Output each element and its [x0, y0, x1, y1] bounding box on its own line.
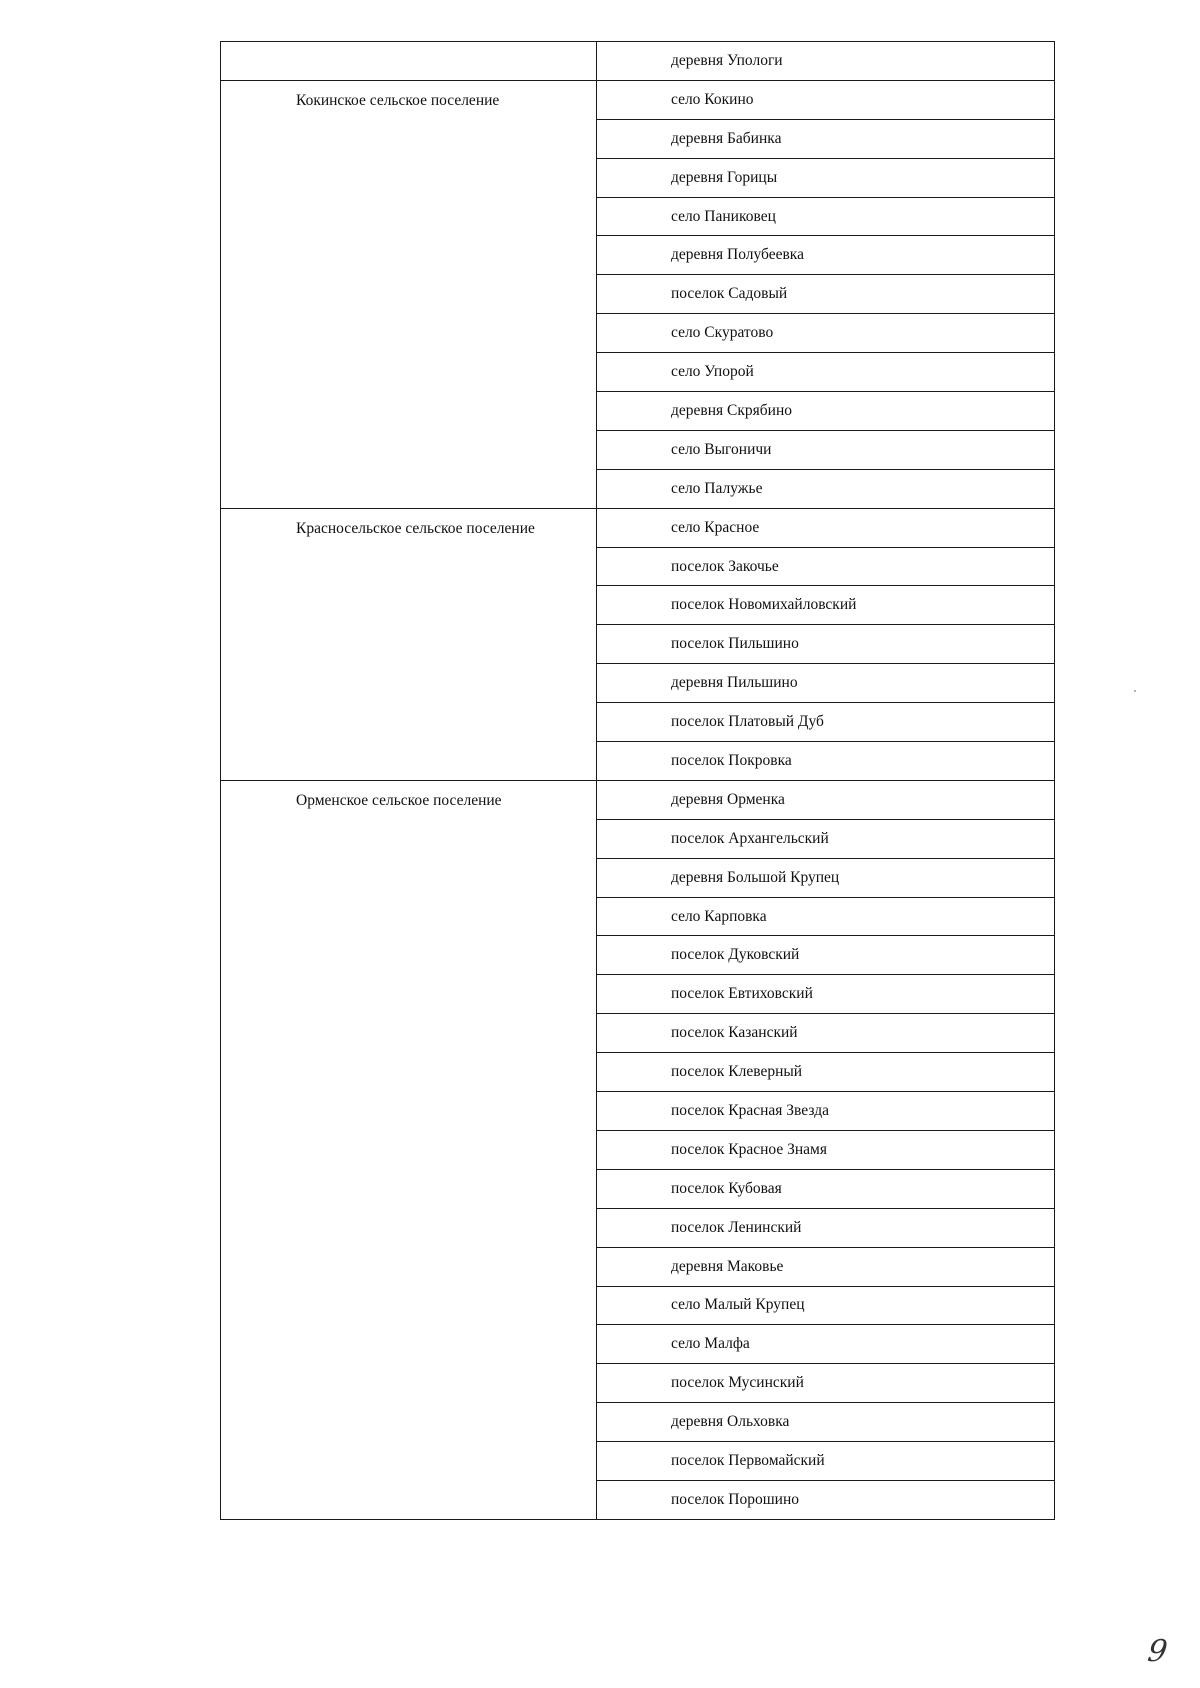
locality-cell: поселок Клеверный [597, 1053, 1055, 1092]
locality-cell: деревня Упологи [597, 42, 1055, 81]
locality-cell: деревня Ольховка [597, 1403, 1055, 1442]
locality-cell: село Скуратово [597, 314, 1055, 353]
locality-cell: село Паниковец [597, 197, 1055, 236]
scan-speck [1134, 690, 1136, 692]
locality-cell: поселок Евтиховский [597, 975, 1055, 1014]
locality-cell: поселок Ленинский [597, 1208, 1055, 1247]
locality-cell: поселок Закочье [597, 547, 1055, 586]
settlement-name-cell: Красносельское сельское поселение [221, 508, 597, 780]
locality-cell: село Палужье [597, 469, 1055, 508]
locality-cell: село Выгоничи [597, 430, 1055, 469]
settlement-name-cell: Орменское сельское поселение [221, 780, 597, 1519]
locality-cell: село Малый Крупец [597, 1286, 1055, 1325]
locality-cell: деревня Большой Крупец [597, 858, 1055, 897]
locality-cell: поселок Платовый Дуб [597, 703, 1055, 742]
settlements-table [220, 41, 1055, 1520]
settlement-cell-empty [221, 42, 597, 81]
locality-cell: поселок Красная Звезда [597, 1092, 1055, 1131]
locality-cell: поселок Порошино [597, 1480, 1055, 1519]
locality-cell: поселок Садовый [597, 275, 1055, 314]
locality-cell: деревня Полубеевка [597, 236, 1055, 275]
locality-cell: деревня Бабинка [597, 119, 1055, 158]
locality-cell: деревня Пильшино [597, 664, 1055, 703]
locality-cell: поселок Новомихайловский [597, 586, 1055, 625]
locality-cell: поселок Архангельский [597, 819, 1055, 858]
page-number: 9 [1145, 1634, 1170, 1669]
locality-cell: поселок Пильшино [597, 625, 1055, 664]
table-row [221, 508, 1055, 547]
locality-cell: поселок Дуковский [597, 936, 1055, 975]
table-row [221, 80, 1055, 119]
locality-cell: деревня Маковье [597, 1247, 1055, 1286]
locality-cell: село Красное [597, 508, 1055, 547]
locality-cell: деревня Горицы [597, 158, 1055, 197]
locality-cell: поселок Покровка [597, 742, 1055, 781]
locality-cell: поселок Мусинский [597, 1364, 1055, 1403]
locality-cell: деревня Орменка [597, 780, 1055, 819]
locality-cell: село Упорой [597, 353, 1055, 392]
locality-cell: поселок Казанский [597, 1014, 1055, 1053]
table-row [221, 780, 1055, 819]
locality-cell: село Малфа [597, 1325, 1055, 1364]
locality-cell: село Карповка [597, 897, 1055, 936]
settlements-table-body [221, 42, 1055, 1520]
locality-cell: деревня Скрябино [597, 392, 1055, 431]
locality-cell: село Кокино [597, 80, 1055, 119]
settlement-name-cell: Кокинское сельское поселение [221, 80, 597, 508]
locality-cell: поселок Кубовая [597, 1169, 1055, 1208]
locality-cell: поселок Первомайский [597, 1442, 1055, 1481]
table-row [221, 42, 1055, 81]
locality-cell: поселок Красное Знамя [597, 1130, 1055, 1169]
